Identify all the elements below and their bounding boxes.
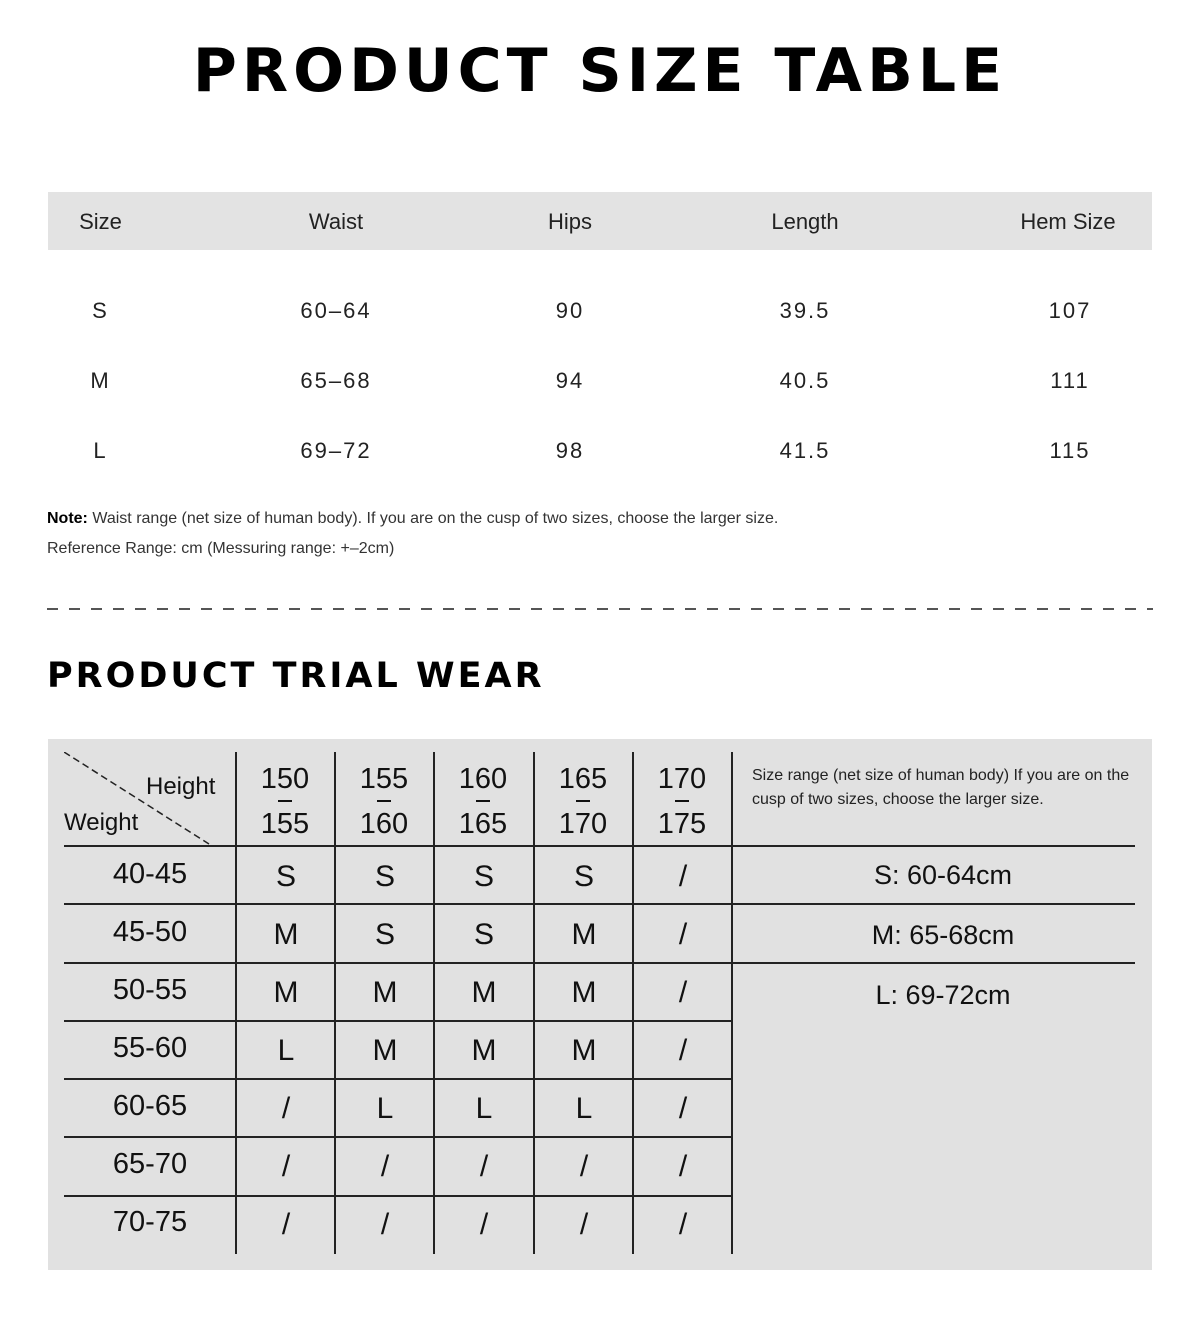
grid-cell: / [678,1092,688,1125]
grid-cell: / [678,976,688,1009]
row-size: M [90,368,111,393]
weight-label: 65-70 [112,1148,188,1180]
grid-cell: S [275,860,296,893]
grid-hline [64,1195,732,1197]
row-length: 39.5 [779,298,831,323]
grid-cell: M [273,976,299,1009]
weight-label: 60-65 [112,1090,188,1122]
grid-hline [64,1078,732,1080]
note-text: Waist range (net size of human body). If you are on the cusp of two sizes, choose the larger size. [87,510,779,527]
grid-hline [64,845,1135,847]
height-range-dash [377,800,391,802]
grid-cell: S [374,860,395,893]
grid-cell: / [579,1208,589,1241]
weight-label: 50-55 [112,974,188,1006]
row-hem-size: 107 [1048,298,1092,323]
header-hem-size: Hem Size [1020,209,1116,234]
grid-cell: M [571,1034,597,1067]
grid-cell: / [281,1150,291,1183]
grid-cell: S [473,918,494,951]
row-hem-size: 111 [1050,368,1090,393]
grid-cell: S [573,860,594,893]
height-range-top: 170 [657,763,707,795]
row-hem-size: 115 [1049,438,1091,463]
page-title: PRODUCT SIZE TABLE [192,36,1008,106]
grid-cell: / [380,1208,390,1241]
grid-cell: / [678,1208,688,1241]
height-range-top: 160 [458,763,508,795]
row-size: S [92,298,109,323]
weight-label: 55-60 [112,1032,188,1064]
height-range-bottom: 175 [657,808,707,840]
height-range-bottom: 165 [458,808,508,840]
corner-height-label: Height [146,773,216,800]
size-range-s: S: 60-64cm [873,860,1013,890]
height-range-bottom: 155 [260,808,310,840]
grid-cell: M [571,918,597,951]
row-hips: 90 [555,298,585,323]
note-label: Note: [47,510,88,527]
grid-cell: / [479,1150,489,1183]
row-length: 40.5 [779,368,831,393]
section-divider [47,608,1153,610]
grid-cell: L [575,1092,593,1125]
corner-weight-label: Weight [64,809,139,836]
height-range-dash [576,800,590,802]
height-range-top: 155 [359,763,409,795]
grid-hline [64,903,1135,905]
grid-cell: / [380,1150,390,1183]
size-range-l: L: 69-72cm [875,980,1011,1010]
height-range-dash [278,800,292,802]
row-hips: 98 [555,438,585,463]
weight-label: 45-50 [112,916,188,948]
grid-cell: M [372,976,398,1009]
grid-cell: L [376,1092,394,1125]
grid-cell: S [473,860,494,893]
height-range-bottom: 170 [558,808,608,840]
grid-cell: / [579,1150,589,1183]
weight-label: 40-45 [112,858,188,890]
grid-cell: / [678,1150,688,1183]
header-length: Length [771,209,839,234]
grid-cell: L [277,1034,295,1067]
grid-hline [64,1020,732,1022]
grid-cell: M [273,918,299,951]
header-waist: Waist [308,209,364,234]
size-table-header [48,192,1152,250]
grid-cell: M [471,976,497,1009]
grid-cell: / [678,1034,688,1067]
row-waist: 60–64 [300,298,372,323]
height-range-bottom: 160 [359,808,409,840]
grid-cell: / [281,1208,291,1241]
reference-range: Reference Range: cm (Messuring range: +–2cm) [47,540,395,557]
grid-cell: M [571,976,597,1009]
height-range-top: 150 [260,763,310,795]
grid-cell: / [479,1208,489,1241]
grid-cell: / [678,918,688,951]
weight-label: 70-75 [112,1206,188,1238]
grid-cell: / [678,860,688,893]
header-size: Size [79,209,122,234]
row-waist: 65–68 [300,368,372,393]
row-length: 41.5 [779,438,831,463]
grid-hline [64,1136,732,1138]
trial-title: PRODUCT TRIAL WEAR [47,656,545,696]
grid-hline [64,962,1135,964]
height-range-dash [675,800,689,802]
header-hips: Hips [547,209,592,234]
size-range-m: M: 65-68cm [871,920,1015,950]
row-size: L [93,438,108,463]
grid-cell: M [471,1034,497,1067]
height-range-dash [476,800,490,802]
note-line [47,510,778,528]
height-range-top: 165 [558,763,608,795]
row-waist: 69–72 [300,438,372,463]
grid-cell: M [372,1034,398,1067]
size-range-note: Size range (net size of human body) If you are on the cusp of two sizes, choose the larger size. [752,767,1130,808]
grid-cell: S [374,918,395,951]
grid-cell: L [475,1092,493,1125]
row-hips: 94 [555,368,585,393]
grid-cell: / [281,1092,291,1125]
